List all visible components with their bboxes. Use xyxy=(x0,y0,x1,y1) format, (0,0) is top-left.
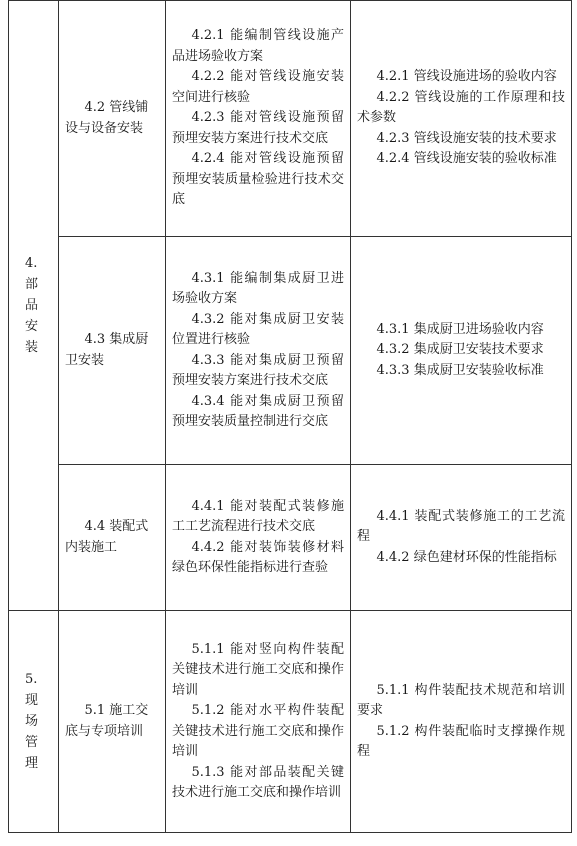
knowledge-cell xyxy=(351,1,572,237)
knowledge-cell xyxy=(351,611,572,833)
knowledge-item: 4.4.2 绿色建材环保的性能指标 xyxy=(376,549,557,565)
skill-item: 4.2.4 能对管线设施预留预埋安装质量检验进行技术交底 xyxy=(172,151,344,208)
skill-item: 5.1.3 能对部品装配关键技术进行施工交底和操作培训 xyxy=(172,764,344,800)
table-row xyxy=(9,611,572,833)
sub-module-cell xyxy=(59,1,166,237)
sub-module-cell xyxy=(59,465,166,611)
sub-module-cell xyxy=(59,237,166,465)
skill-item: 4.3.2 能对集成厨卫安装位置进行核验 xyxy=(172,311,344,347)
skill-cell xyxy=(166,611,351,833)
skill-cell xyxy=(166,465,351,611)
knowledge-item: 4.3.2 集成厨卫安装技术要求 xyxy=(376,342,544,358)
sub-module-cell xyxy=(59,611,166,833)
skill-cell xyxy=(166,1,351,237)
sub-module-label: 4.3 集成厨卫安装 xyxy=(65,332,149,368)
knowledge-item: 4.2.4 管线设施安装的验收标准 xyxy=(376,151,557,167)
module-label: 4.部品安装 xyxy=(25,256,39,355)
table-row xyxy=(9,237,572,465)
knowledge-item: 4.3.1 集成厨卫进场验收内容 xyxy=(376,321,544,337)
knowledge-item: 5.1.1 构件装配技术规范和培训要求 xyxy=(357,682,565,718)
module-cell xyxy=(9,1,59,611)
knowledge-item: 4.2.2 管线设施的工作原理和技术参数 xyxy=(357,89,565,126)
module-label: 5.现场管理 xyxy=(25,672,39,771)
knowledge-item: 4.3.3 集成厨卫安装验收标准 xyxy=(376,362,544,378)
knowledge-cell xyxy=(351,465,572,611)
skill-item: 5.1.2 能对水平构件装配关键技术进行施工交底和操作培训 xyxy=(172,703,344,759)
sub-module-label: 5.1 施工交底与专项培训 xyxy=(65,703,149,739)
table-row xyxy=(9,1,572,237)
skill-item: 4.3.1 能编制集成厨卫进场验收方案 xyxy=(172,270,344,306)
skill-cell xyxy=(166,237,351,465)
skill-item: 4.2.1 能编制管线设施产品进场验收方案 xyxy=(172,28,344,64)
skill-item: 4.4.1 能对装配式装修施工工艺流程进行技术交底 xyxy=(172,498,344,534)
knowledge-item: 5.1.2 构件装配临时支撑操作规程 xyxy=(357,723,565,759)
skill-item: 5.1.1 能对竖向构件装配关键技术进行施工交底和操作培训 xyxy=(172,641,344,698)
skill-item: 4.2.3 能对管线设施预留预埋安装方案进行技术交底 xyxy=(172,110,344,146)
skill-item: 4.2.2 能对管线设施安装空间进行核验 xyxy=(172,69,344,105)
knowledge-item: 4.2.3 管线设施安装的技术要求 xyxy=(376,130,557,146)
competency-table xyxy=(8,0,572,833)
table-row xyxy=(9,465,572,611)
knowledge-cell xyxy=(351,237,572,465)
sub-module-label: 4.4 装配式内装施工 xyxy=(65,519,149,555)
skill-item: 4.3.4 能对集成厨卫预留预埋安装质量控制进行交底 xyxy=(172,393,344,429)
sub-module-label: 4.2 管线铺设与设备安装 xyxy=(65,100,149,136)
knowledge-item: 4.2.1 管线设施进场的验收内容 xyxy=(376,69,557,85)
skill-item: 4.4.2 能对装饰装修材料绿色环保性能指标进行查验 xyxy=(172,539,344,575)
knowledge-item: 4.4.1 装配式装修施工的工艺流程 xyxy=(357,508,565,545)
skill-item: 4.3.3 能对集成厨卫预留预埋安装方案进行技术交底 xyxy=(172,352,344,388)
module-cell xyxy=(9,611,59,833)
